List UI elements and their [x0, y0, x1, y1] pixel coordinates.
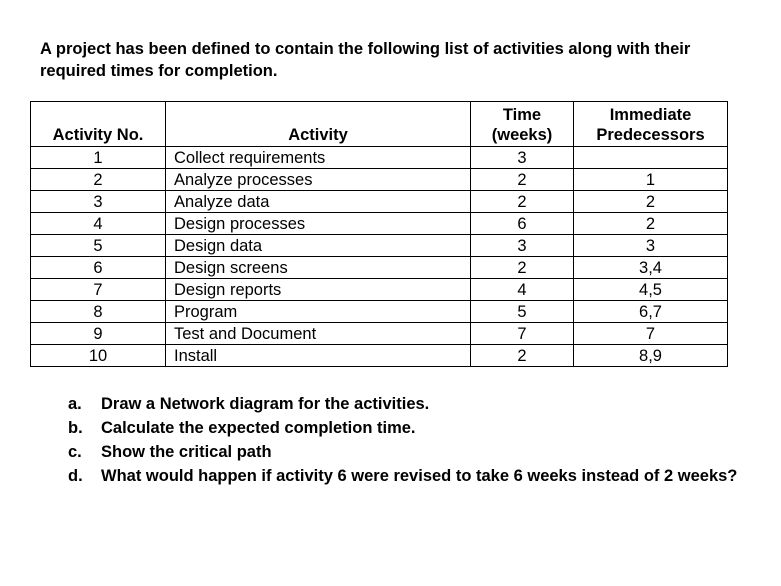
cell-activity: Design data — [166, 235, 471, 257]
cell-predecessors: 3 — [574, 235, 728, 257]
cell-activity-no: 8 — [31, 301, 166, 323]
cell-activity-no: 1 — [31, 147, 166, 169]
header-time-line2: (weeks) — [491, 126, 553, 144]
table-row — [31, 191, 728, 213]
cell-predecessors — [574, 147, 728, 169]
question-marker: b. — [68, 419, 83, 437]
cell-activity-no: 5 — [31, 235, 166, 257]
cell-activity-no: 6 — [31, 257, 166, 279]
cell-time: 4 — [471, 279, 574, 301]
cell-activity: Install — [166, 345, 471, 367]
cell-activity-no: 10 — [31, 345, 166, 367]
question-item — [68, 440, 738, 464]
cell-activity: Design reports — [166, 279, 471, 301]
table-row — [31, 169, 728, 191]
cell-activity-no: 4 — [31, 213, 166, 235]
table-header-row — [31, 102, 728, 147]
cell-activity: Program — [166, 301, 471, 323]
cell-predecessors: 6,7 — [574, 301, 728, 323]
cell-time: 2 — [471, 257, 574, 279]
question-text: Calculate the expected completion time. — [101, 419, 416, 437]
cell-activity-no: 9 — [31, 323, 166, 345]
question-text: What would happen if activity 6 were revised to take 6 weeks instead of 2 weeks? — [101, 467, 738, 485]
header-time — [471, 102, 574, 147]
cell-predecessors: 8,9 — [574, 345, 728, 367]
header-predecessors — [574, 102, 728, 147]
header-pred-line2: Predecessors — [596, 126, 705, 144]
table-row — [31, 147, 728, 169]
table-row — [31, 279, 728, 301]
activities-table — [30, 101, 728, 367]
intro-paragraph: A project has been defined to contain the following list of activities along with their required times for completion. — [40, 40, 691, 80]
cell-time: 2 — [471, 345, 574, 367]
cell-activity-no: 3 — [31, 191, 166, 213]
cell-time: 3 — [471, 235, 574, 257]
table-row — [31, 301, 728, 323]
question-text: Draw a Network diagram for the activities. — [101, 395, 430, 413]
cell-time: 2 — [471, 169, 574, 191]
cell-activity: Analyze processes — [166, 169, 471, 191]
question-text: Show the critical path — [101, 443, 272, 461]
cell-time: 2 — [471, 191, 574, 213]
cell-predecessors: 2 — [574, 213, 728, 235]
cell-activity: Test and Document — [166, 323, 471, 345]
question-item — [68, 464, 738, 488]
table-row — [31, 213, 728, 235]
cell-predecessors: 7 — [574, 323, 728, 345]
cell-predecessors: 1 — [574, 169, 728, 191]
question-marker: a. — [68, 395, 82, 413]
cell-activity: Design processes — [166, 213, 471, 235]
cell-activity: Collect requirements — [166, 147, 471, 169]
cell-activity: Design screens — [166, 257, 471, 279]
header-activity-no: Activity No. — [31, 102, 166, 147]
cell-activity-no: 2 — [31, 169, 166, 191]
cell-predecessors: 3,4 — [574, 257, 728, 279]
question-item — [68, 392, 738, 416]
table-row — [31, 323, 728, 345]
header-pred-line1: Immediate — [609, 106, 692, 124]
header-activity: Activity — [166, 102, 471, 147]
cell-time: 5 — [471, 301, 574, 323]
cell-time: 6 — [471, 213, 574, 235]
cell-predecessors: 4,5 — [574, 279, 728, 301]
cell-activity: Analyze data — [166, 191, 471, 213]
cell-time: 7 — [471, 323, 574, 345]
table-row — [31, 235, 728, 257]
header-time-line1: Time — [502, 106, 542, 124]
questions-list — [68, 392, 738, 488]
question-marker: d. — [68, 467, 83, 485]
cell-activity-no: 7 — [31, 279, 166, 301]
cell-predecessors: 2 — [574, 191, 728, 213]
table-row — [31, 257, 728, 279]
question-item — [68, 416, 738, 440]
question-marker: c. — [68, 443, 82, 461]
table-row — [31, 345, 728, 367]
cell-time: 3 — [471, 147, 574, 169]
